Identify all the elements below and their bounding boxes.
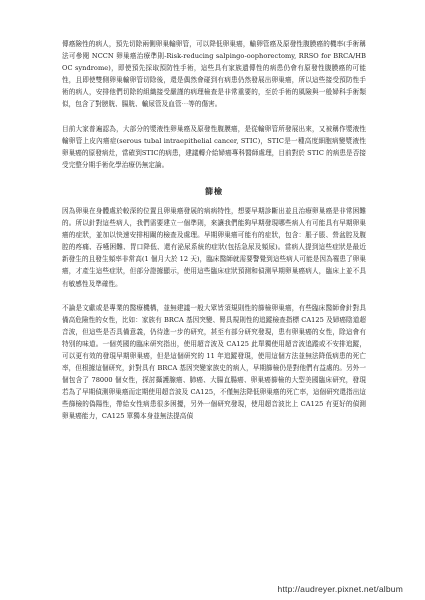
- paragraph-symptoms: 因為卵巢在身體處於較深的位置且卵巢癌發展的病病特性，想要早期診斷出並且治療卵巢癌是非常困難的。所以針對這些病人，我們需要建立一個準則，來讓我們能夠早期發現哪些病人有可能具有早期卵巢癌的症狀，並加以快速安排相關的檢查及處理。早期卵巢癌可能有的症狀，包含：脹子脹、營盆腔及腹腔的疼痛、吞嚥困難、胃口降低、還有泌尿系統的症狀(包括急尿及頻尿)。當病人提到這些症狀是最近新發生的且發生頻率非常高(1 個月大於 12 天)，臨床醫師就需要警覺到這些病人可能是因為罹患了卵巢癌，才產生這些症狀，但部分證據顯示，使用這些臨床症狀預測和偵測早期卵巢癌病人，臨床上並不具有敏感性及準確性。: [62, 206, 366, 288]
- document-body: [62, 38, 366, 423]
- paragraph-screening-studies: 不論是文獻或是專業的醫療機構，並無建議一般大眾皆須規則性的篩檢卵巢癌，有些臨床醫師會針對具備高危險性的女性，比如：家族有 BRCA 基因突變、腎具規則性的追蹤檢查指標 CA125 及婦癌陰道超音波，但這些是否具備意義，仍待進一步的研究，甚至有部分研究發現，患有卵巢癌的女性，除這會有特別的味道。一個英國的臨床研究指出，使用超音波及 CA125 此單獨使用超音波追蹤或不安排追蹤，可以更有效的發現早期卵巢癌，但是這個研究的 11 年追蹤發現，使用這個方法並無法降低病患的死亡率，但根據這個研究，針對具有 BRCA 基因突變家族史的病人，早期篩檢仍是對他們有益處的。另外一個包含了 78000 個女性，探討攝護腺癌、肺癌、大腸直腸癌、卵巢癌篩檢的大型美國臨床研究，發現若為了早期偵測卵巢癌而定期使用超音波及 CA125，不僅無法降低卵巢癌的死亡率，這個研究還指出這些篩檢的偽陽性，帶給女性病患很多困擾，另外一個研究發現，使用超音波比上 CA125 有更好的偵測卵巢癌能力，CA125 單獨本身並無法提高偵: [62, 303, 366, 421]
- footer-watermark-url: http://audreyer.pixnet.net/album: [277, 584, 403, 594]
- section-title-screening: 篩檢: [205, 185, 223, 196]
- paragraph-stic: 目前大家普遍認為，大部分的漿液性卵巢癌及原發性腹膜癌，是從輸卵管所發展出來，又被稱作漿液性輸卵管上皮內癌症(serous tubal intraepithelial cancer, STIC)，STIC是一種高度細胞病變漿液性卵巢癌的原發病灶，當確到STIC的病患，建議轉介給婦癌專科醫師處理，目前對於 STIC 的病患是否接受完整分期手術化學治療仍無定論。: [62, 124, 366, 169]
- paragraph-hereditary-risk: 傳癌險性的病人，預先切除兩側卵巢輸卵管，可以降低卵巢癌，輸卵管癌及原發性腹膜癌的機率(手術稱法可參閱 NCCN 卵巢癌治療準則-Risk-reducing salpingo-oophorectomy, RRSO for BRCA/HBOC syndrome)，即使預先採取預防性手術，這些具有家族遺傳性的病患仍會有原發性腹膜癌的可能性，且即使雙側卵巢輸卵管切除後，還是偶然會碰到有病患仍然發展出卵巢癌，所以這些接受預防性手術的病人，安排他們切除的組織接受嚴謹的病理檢查是非常重要的，至於手術的風險與一般婦科手術類似，包含了對膀胱、腸胱、輸尿管及血管⋯等的傷害。: [62, 40, 366, 109]
